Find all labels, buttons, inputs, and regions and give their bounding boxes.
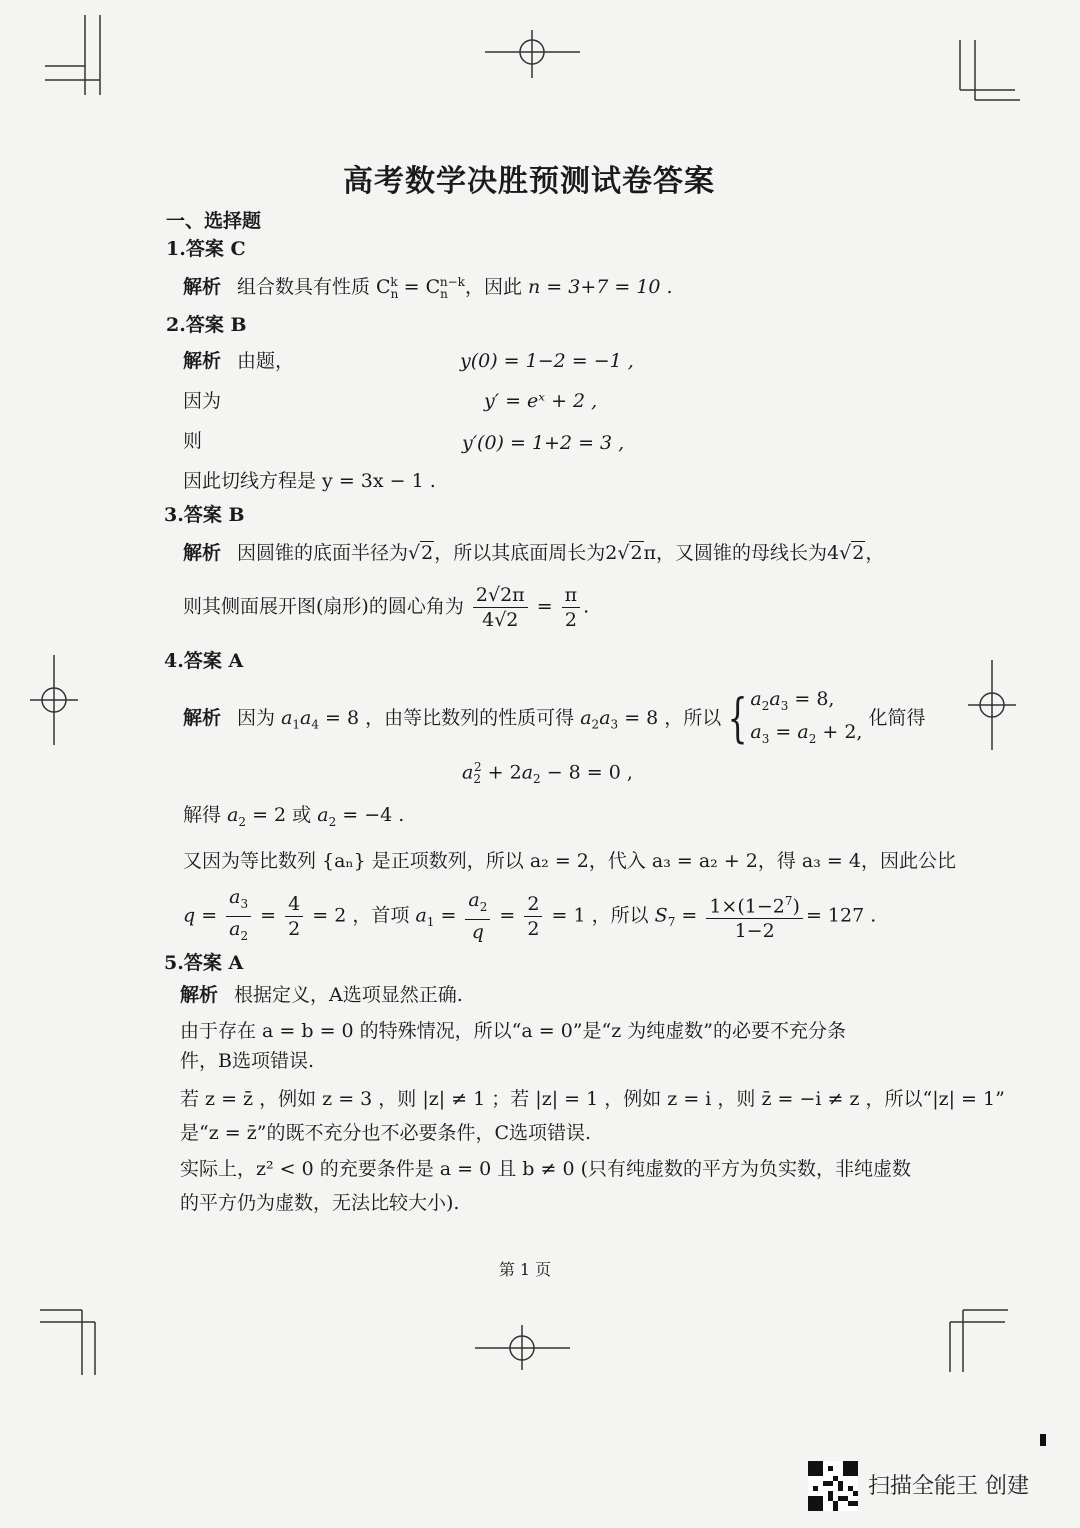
q3-equals: = xyxy=(536,595,553,618)
q2-line-1 xyxy=(183,346,294,373)
q2-text-4: 因此切线方程是 y = 3x − 1 . xyxy=(183,470,436,492)
q1-text-3: n = 3+7 = 10 . xyxy=(521,276,673,298)
q5-text-7: 的平方仍为虚数，无法比较大小). xyxy=(180,1192,460,1214)
q3-label: 解析 xyxy=(183,542,222,564)
q2-text-3: 则 xyxy=(183,430,203,452)
q3-answer: 3.答案 B xyxy=(164,504,245,526)
q4-text-1: 因为 xyxy=(237,706,276,729)
q4-answer: 4.答案 A xyxy=(164,650,244,672)
q2-text-1: 由题， xyxy=(237,350,295,372)
q3-fraction-2 xyxy=(562,584,581,631)
q5-label: 解析 xyxy=(180,984,219,1006)
q4-text-2: ，由等比数列的性质可得 xyxy=(365,706,575,729)
q4-brace: { xyxy=(727,688,748,749)
q4-text-7: 又因为等比数列 {aₙ} 是正项数列，所以 a₂ = 2，代入 a₃ = a₂ + 2，得 a₃ = 4，因此公比 xyxy=(183,850,956,872)
page-title: 高考数学决胜预测试卷答案 xyxy=(343,164,715,199)
q1-answer: 1.答案 C xyxy=(166,238,246,260)
q4-text-3: ，所以 xyxy=(664,706,722,729)
edge-mark xyxy=(1040,1434,1046,1446)
q4-text-5: 解得 xyxy=(183,804,222,826)
q3-line-2 xyxy=(183,584,589,631)
q1-solution: 解析 组合数具有性质 $C_n^k = C_n^{n-k}$，因此 n = 3+7 = 10 . xyxy=(183,274,673,301)
q4-text-6: 或 xyxy=(292,804,312,826)
q5-line-1 xyxy=(180,980,463,1007)
q2-label: 解析 xyxy=(183,350,222,372)
q3-fraction-1 xyxy=(473,584,528,631)
q1-text-2: ，因此 xyxy=(464,276,522,298)
q2-answer: 2.答案 B xyxy=(166,314,247,336)
q2-eq-3: y′(0) = 1+2 = 3 , xyxy=(462,432,625,454)
section-heading: 一、选择题 xyxy=(166,210,262,232)
q4-line-3: 解得 $a_2 = 2$ 或 $a_2 = -4$ . xyxy=(183,804,405,829)
q5-text-4: 若 z = z̄ ，例如 z = 3 ，则 |z| ≠ 1 ；若 |z| = 1 ，例如 z = i ，则 z̄ = −i ≠ z ，所以“|z| = 1” xyxy=(180,1088,1005,1110)
q3-text-1: 因圆锥的底面半径为 xyxy=(237,542,409,564)
scanner-brand: 扫描全能王 创建 xyxy=(868,1474,1029,1499)
q4-line-1: 解析 因为 $a_1a_4 = 8$ ，由等比数列的性质可得 $a_2a_3 = 8$ ，所以 { $a_2a_3 = 8$, $a_3 = a_2 + 2$, 化简得 xyxy=(183,686,926,752)
q4-text-9: ，所以 xyxy=(591,904,649,927)
q4-text-10: = 127 . xyxy=(805,904,877,927)
q5-text-6: 实际上，z² < 0 的充要条件是 a = 0 且 b ≠ 0 (只有纯虚数的平方为负实数，非纯虚数 xyxy=(180,1158,911,1180)
q2-eq-2: y′ = eˣ + 2 , xyxy=(484,390,598,412)
q4-equation: $a_2^2 + 2a_2 - 8 = 0$ , xyxy=(462,760,633,787)
q3-period: . xyxy=(583,595,590,618)
q4-text-4: 化简得 xyxy=(868,706,926,729)
page-number: 第 1 页 xyxy=(498,1260,552,1279)
q5-text-1: 根据定义，A选项显然正确. xyxy=(234,984,463,1006)
q4-text-8: ，首项 xyxy=(352,904,410,927)
q3-num: 2√2π xyxy=(473,584,528,608)
q4-label: 解析 xyxy=(183,706,222,729)
q2-eq-1: y(0) = 1−2 = −1 , xyxy=(460,350,634,372)
q3-text-3: ，又圆锥的母线长为 xyxy=(656,542,828,564)
q1-label: 解析 xyxy=(183,276,222,298)
q3-text-5: 则其侧面展开图(扇形)的圆心角为 xyxy=(183,595,464,618)
q5-text-3: 件，B选项错误. xyxy=(180,1050,315,1072)
q2-text-2: 因为 xyxy=(183,390,222,412)
q4-line-5: q = $\frac{a_3}{a_2}$ = $\frac{4}{2}$ = 2 ，首项 $a_1$ = $\frac{a_2}{q}$ = $\frac{2}{2}$ = 1 ，所以 $S_7$ = $\frac{1\times(1-2^7)}{1-2}$ = 127 . xyxy=(183,886,877,944)
q3-two: 2 xyxy=(564,609,577,631)
q3-den: 4√2 xyxy=(482,609,519,631)
q5-text-2: 由于存在 a = b = 0 的特殊情况，所以“a = 0”是“z 为纯虚数”的必要不充分条 xyxy=(180,1020,846,1042)
q5-answer: 5.答案 A xyxy=(164,952,244,974)
q1-text-1: 组合数具有性质 C xyxy=(237,276,391,298)
q3-text-2: ，所以其底面周长为 xyxy=(434,542,606,564)
q3-line-1: 解析 因圆锥的底面半径为√2，所以其底面周长为2√2π，又圆锥的母线长为4√2， xyxy=(183,542,885,564)
q5-text-5: 是“z = z̄”的既不充分也不必要条件，C选项错误. xyxy=(180,1122,592,1144)
qr-code-icon xyxy=(808,1461,858,1511)
q4-system: $a_2a_3 = 8$, $a_3 = a_2 + 2$, xyxy=(750,688,863,746)
q3-pi: π xyxy=(562,584,581,608)
q3-text-4: ， xyxy=(865,542,885,564)
